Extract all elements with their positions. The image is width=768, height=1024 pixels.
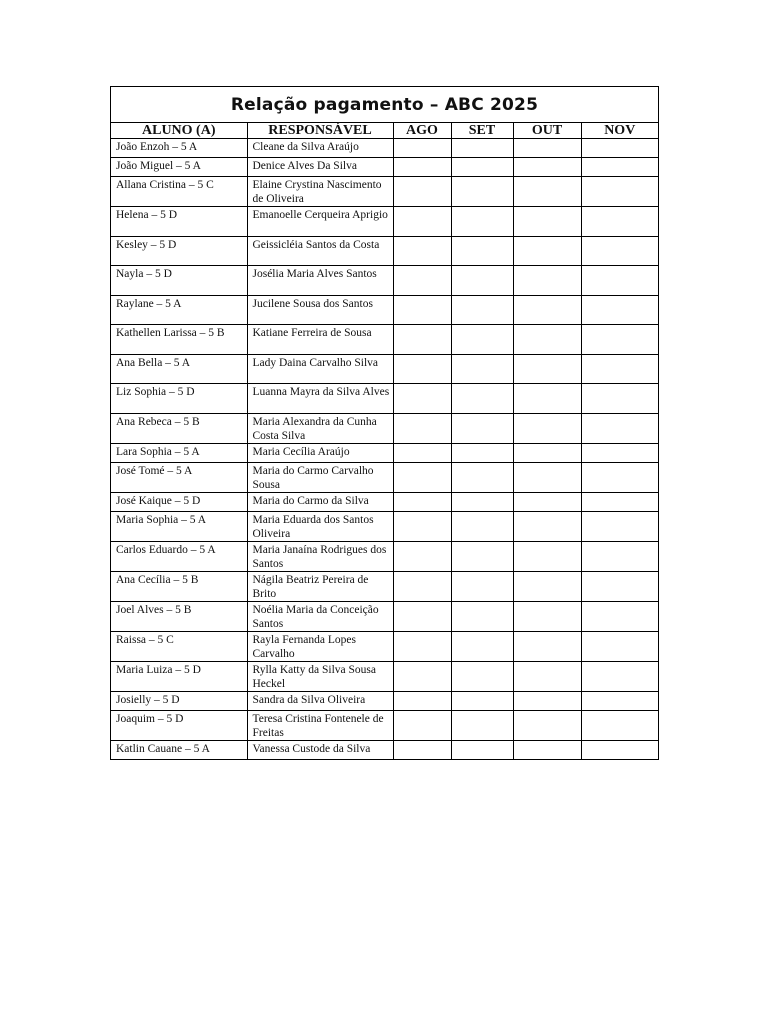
payment-nov-cell <box>581 601 658 631</box>
payment-ago-cell <box>393 207 451 237</box>
guardian-name-cell: Vanessa Custode da Silva <box>247 740 393 759</box>
guardian-name-cell: Geissicléia Santos da Costa <box>247 236 393 266</box>
payment-set-cell <box>451 740 513 759</box>
table-row <box>111 266 658 296</box>
payment-ago-cell <box>393 541 451 571</box>
payment-out-cell <box>513 511 581 541</box>
table-row <box>111 384 658 414</box>
student-name-cell: Ana Bella – 5 A <box>111 354 247 384</box>
student-name-cell: José Kaique – 5 D <box>111 492 247 511</box>
payment-out-cell <box>513 207 581 237</box>
guardian-name-cell: Maria Janaína Rodrigues dos Santos <box>247 541 393 571</box>
table-row <box>111 139 658 158</box>
payment-ago-cell <box>393 325 451 355</box>
column-header-out: OUT <box>513 123 581 139</box>
payment-ago-cell <box>393 511 451 541</box>
column-header-nov: NOV <box>581 123 658 139</box>
payment-nov-cell <box>581 492 658 511</box>
payment-out-cell <box>513 354 581 384</box>
column-header-responsavel: RESPONSÁVEL <box>247 123 393 139</box>
student-name-cell: Raissa – 5 C <box>111 631 247 661</box>
table-row <box>111 571 658 601</box>
payment-nov-cell <box>581 710 658 740</box>
payment-ago-cell <box>393 443 451 462</box>
guardian-name-cell: Maria do Carmo Carvalho Sousa <box>247 462 393 492</box>
payment-set-cell <box>451 266 513 296</box>
payment-ago-cell <box>393 571 451 601</box>
student-name-cell: Ana Cecília – 5 B <box>111 571 247 601</box>
student-name-cell: Kesley – 5 D <box>111 236 247 266</box>
payment-table <box>111 123 658 759</box>
payment-nov-cell <box>581 158 658 177</box>
payment-out-cell <box>513 691 581 710</box>
guardian-name-cell: Lady Daina Carvalho Silva <box>247 354 393 384</box>
payment-ago-cell <box>393 266 451 296</box>
payment-set-cell <box>451 236 513 266</box>
sheet-title: Relação pagamento – ABC 2025 <box>111 87 658 123</box>
student-name-cell: Liz Sophia – 5 D <box>111 384 247 414</box>
guardian-name-cell: Teresa Cristina Fontenele de Freitas <box>247 710 393 740</box>
student-name-cell: Joel Alves – 5 B <box>111 601 247 631</box>
guardian-name-cell: Maria Cecília Araújo <box>247 443 393 462</box>
payment-ago-cell <box>393 631 451 661</box>
payment-out-cell <box>513 266 581 296</box>
table-row <box>111 462 658 492</box>
payment-set-cell <box>451 541 513 571</box>
payment-out-cell <box>513 571 581 601</box>
payment-ago-cell <box>393 158 451 177</box>
payment-out-cell <box>513 492 581 511</box>
payment-set-cell <box>451 325 513 355</box>
payment-ago-cell <box>393 413 451 443</box>
payment-set-cell <box>451 492 513 511</box>
guardian-name-cell: Katiane Ferreira de Sousa <box>247 325 393 355</box>
payment-set-cell <box>451 691 513 710</box>
student-name-cell: Josielly – 5 D <box>111 691 247 710</box>
table-row <box>111 354 658 384</box>
payment-ago-cell <box>393 740 451 759</box>
payment-nov-cell <box>581 236 658 266</box>
payment-out-cell <box>513 661 581 691</box>
guardian-name-cell: Jucilene Sousa dos Santos <box>247 295 393 325</box>
guardian-name-cell: Cleane da Silva Araújo <box>247 139 393 158</box>
table-row <box>111 413 658 443</box>
student-name-cell: Allana Cristina – 5 C <box>111 177 247 207</box>
student-name-cell: Katlin Cauane – 5 A <box>111 740 247 759</box>
payment-out-cell <box>513 158 581 177</box>
table-row <box>111 207 658 237</box>
payment-set-cell <box>451 661 513 691</box>
student-name-cell: Joaquim – 5 D <box>111 710 247 740</box>
student-name-cell: Ana Rebeca – 5 B <box>111 413 247 443</box>
payment-out-cell <box>513 139 581 158</box>
student-name-cell: Kathellen Larissa – 5 B <box>111 325 247 355</box>
payment-out-cell <box>513 413 581 443</box>
payment-set-cell <box>451 413 513 443</box>
student-name-cell: Lara Sophia – 5 A <box>111 443 247 462</box>
student-name-cell: Maria Luiza – 5 D <box>111 661 247 691</box>
payment-nov-cell <box>581 325 658 355</box>
payment-nov-cell <box>581 384 658 414</box>
payment-nov-cell <box>581 541 658 571</box>
payment-nov-cell <box>581 571 658 601</box>
student-name-cell: Raylane – 5 A <box>111 295 247 325</box>
payment-ago-cell <box>393 462 451 492</box>
payment-nov-cell <box>581 631 658 661</box>
guardian-name-cell: Josélia Maria Alves Santos <box>247 266 393 296</box>
payment-nov-cell <box>581 139 658 158</box>
payment-nov-cell <box>581 177 658 207</box>
student-name-cell: João Enzoh – 5 A <box>111 139 247 158</box>
table-row <box>111 177 658 207</box>
guardian-name-cell: Maria do Carmo da Silva <box>247 492 393 511</box>
guardian-name-cell: Denice Alves Da Silva <box>247 158 393 177</box>
payment-out-cell <box>513 601 581 631</box>
guardian-name-cell: Rayla Fernanda Lopes Carvalho <box>247 631 393 661</box>
payment-set-cell <box>451 139 513 158</box>
student-name-cell: Carlos Eduardo – 5 A <box>111 541 247 571</box>
table-row <box>111 710 658 740</box>
payment-nov-cell <box>581 691 658 710</box>
payment-set-cell <box>451 443 513 462</box>
payment-ago-cell <box>393 384 451 414</box>
table-row <box>111 443 658 462</box>
payment-out-cell <box>513 177 581 207</box>
payment-ago-cell <box>393 139 451 158</box>
payment-set-cell <box>451 710 513 740</box>
payment-out-cell <box>513 740 581 759</box>
guardian-name-cell: Nágila Beatriz Pereira de Brito <box>247 571 393 601</box>
payment-ago-cell <box>393 691 451 710</box>
payment-set-cell <box>451 207 513 237</box>
payment-ago-cell <box>393 236 451 266</box>
guardian-name-cell: Maria Eduarda dos Santos Oliveira <box>247 511 393 541</box>
payment-set-cell <box>451 177 513 207</box>
payment-nov-cell <box>581 413 658 443</box>
payment-ago-cell <box>393 492 451 511</box>
payment-ago-cell <box>393 177 451 207</box>
payment-nov-cell <box>581 207 658 237</box>
payment-nov-cell <box>581 740 658 759</box>
payment-nov-cell <box>581 443 658 462</box>
payment-out-cell <box>513 384 581 414</box>
payment-ago-cell <box>393 295 451 325</box>
guardian-name-cell: Luanna Mayra da Silva Alves <box>247 384 393 414</box>
guardian-name-cell: Maria Alexandra da Cunha Costa Silva <box>247 413 393 443</box>
column-header-aluno: ALUNO (A) <box>111 123 247 139</box>
payment-ago-cell <box>393 601 451 631</box>
column-header-set: SET <box>451 123 513 139</box>
table-row <box>111 541 658 571</box>
table-row <box>111 492 658 511</box>
table-row <box>111 631 658 661</box>
student-name-cell: Helena – 5 D <box>111 207 247 237</box>
payment-sheet <box>110 86 659 760</box>
payment-set-cell <box>451 158 513 177</box>
table-row <box>111 661 658 691</box>
payment-set-cell <box>451 601 513 631</box>
payment-ago-cell <box>393 710 451 740</box>
payment-set-cell <box>451 384 513 414</box>
guardian-name-cell: Emanoelle Cerqueira Aprigio <box>247 207 393 237</box>
payment-ago-cell <box>393 661 451 691</box>
table-body <box>111 139 658 759</box>
payment-nov-cell <box>581 295 658 325</box>
table-row <box>111 295 658 325</box>
table-header <box>111 123 658 139</box>
student-name-cell: João Miguel – 5 A <box>111 158 247 177</box>
table-row <box>111 236 658 266</box>
student-name-cell: Maria Sophia – 5 A <box>111 511 247 541</box>
table-row <box>111 325 658 355</box>
payment-set-cell <box>451 571 513 601</box>
payment-set-cell <box>451 511 513 541</box>
student-name-cell: Nayla – 5 D <box>111 266 247 296</box>
payment-out-cell <box>513 541 581 571</box>
payment-out-cell <box>513 462 581 492</box>
payment-set-cell <box>451 462 513 492</box>
payment-nov-cell <box>581 511 658 541</box>
column-header-ago: AGO <box>393 123 451 139</box>
payment-set-cell <box>451 631 513 661</box>
payment-out-cell <box>513 236 581 266</box>
payment-set-cell <box>451 295 513 325</box>
guardian-name-cell: Elaine Crystina Nascimento de Oliveira <box>247 177 393 207</box>
payment-set-cell <box>451 354 513 384</box>
table-row <box>111 740 658 759</box>
payment-out-cell <box>513 295 581 325</box>
guardian-name-cell: Sandra da Silva Oliveira <box>247 691 393 710</box>
payment-out-cell <box>513 631 581 661</box>
payment-ago-cell <box>393 354 451 384</box>
payment-nov-cell <box>581 462 658 492</box>
payment-out-cell <box>513 443 581 462</box>
guardian-name-cell: Rylla Katty da Silva Sousa Heckel <box>247 661 393 691</box>
student-name-cell: José Tomé – 5 A <box>111 462 247 492</box>
payment-out-cell <box>513 325 581 355</box>
payment-out-cell <box>513 710 581 740</box>
payment-nov-cell <box>581 661 658 691</box>
header-row <box>111 123 658 139</box>
payment-nov-cell <box>581 354 658 384</box>
table-row <box>111 691 658 710</box>
table-row <box>111 158 658 177</box>
table-row <box>111 601 658 631</box>
payment-nov-cell <box>581 266 658 296</box>
table-row <box>111 511 658 541</box>
guardian-name-cell: Noélia Maria da Conceição Santos <box>247 601 393 631</box>
